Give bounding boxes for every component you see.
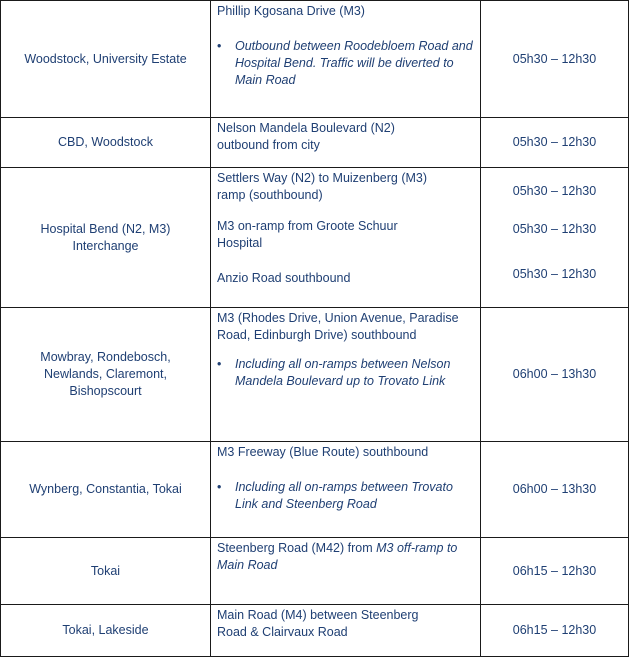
road-name: M3 Freeway (Blue Route) southbound xyxy=(217,445,429,459)
road-cell xyxy=(211,1,481,118)
table-row xyxy=(1,118,629,168)
road-name: Phillip Kgosana Drive (M3) xyxy=(217,4,365,18)
time-cell: 06h15 – 12h30 xyxy=(481,538,629,605)
road-name: M3 (Rhodes Drive, Union Avenue, Paradise Road, Edinburgh Drive) southbound xyxy=(217,311,459,342)
area-cell: Mowbray, Rondebosch, Newlands, Claremont, Bishopscourt xyxy=(1,308,211,442)
road-cell xyxy=(211,308,481,442)
area-cell: Wynberg, Constantia, Tokai xyxy=(1,442,211,538)
time-cell: 05h30 – 12h30 05h30 – 12h30 05h30 – 12h30 xyxy=(481,168,629,308)
time-cell: 06h15 – 12h30 xyxy=(481,605,629,657)
bullet-note: • Outbound between Roodebloem Road and Hospital Bend. Traffic will be diverted to Main Road xyxy=(217,39,473,87)
road-cell: Settlers Way (N2) to Muizenberg (M3) ramp (southbound) M3 on-ramp from Groote Schuur Hospital Anzio Road southbound xyxy=(211,168,481,308)
table-row xyxy=(1,168,629,308)
road-cell: Nelson Mandela Boulevard (N2) outbound from city xyxy=(211,118,481,168)
table-row xyxy=(1,1,629,118)
road-cell xyxy=(211,442,481,538)
table-row xyxy=(1,538,629,605)
time-cell: 06h00 – 13h30 xyxy=(481,442,629,538)
road-cell: Main Road (M4) between Steenberg Road & Clairvaux Road xyxy=(211,605,481,657)
bullet-icon: • xyxy=(217,39,222,53)
table-row xyxy=(1,308,629,442)
area-cell: Hospital Bend (N2, M3) Interchange xyxy=(1,168,211,308)
area-cell: Tokai xyxy=(1,538,211,605)
road-cell: Steenberg Road (M42) from M3 off-ramp to Main Road xyxy=(211,538,481,605)
time-cell: 05h30 – 12h30 xyxy=(481,118,629,168)
bullet-note: • Including all on-ramps between Trovato Link and Steenberg Road xyxy=(217,480,453,511)
time-cell: 06h00 – 13h30 xyxy=(481,308,629,442)
bullet-icon: • xyxy=(217,357,222,371)
area-cell: Tokai, Lakeside xyxy=(1,605,211,657)
time-cell: 05h30 – 12h30 xyxy=(481,1,629,118)
bullet-note: • Including all on-ramps between Nelson Mandela Boulevard up to Trovato Link xyxy=(217,357,451,388)
area-cell: CBD, Woodstock xyxy=(1,118,211,168)
area-cell: Woodstock, University Estate xyxy=(1,1,211,118)
bullet-icon: • xyxy=(217,480,222,494)
table-row xyxy=(1,442,629,538)
